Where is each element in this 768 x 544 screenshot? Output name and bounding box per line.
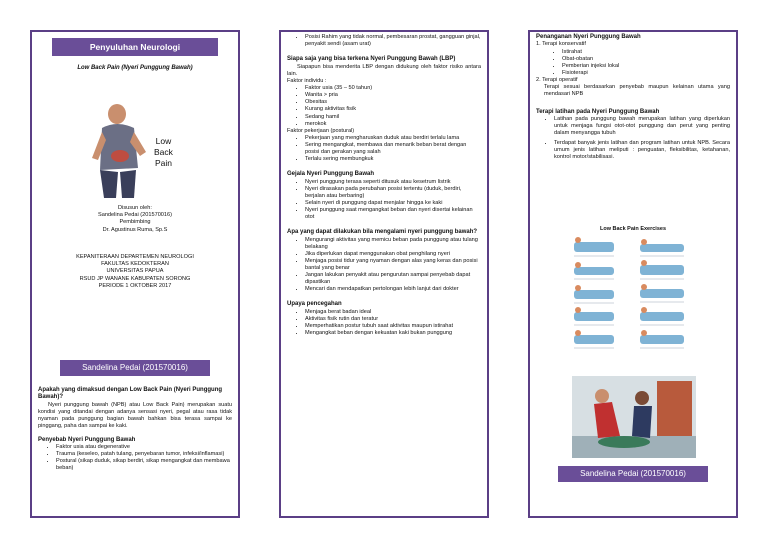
list-item: • Posisi Rahim yang tidak normal, pembesaran prostat, gangguan ginjal, penyakit sendi (asam urat) bbox=[305, 34, 481, 48]
name-band: Sandelina Pedai (201570016) bbox=[60, 360, 210, 376]
list-item: • Memperhatikan postur tubuh saat aktivitas maupun istirahat bbox=[305, 323, 481, 330]
individual-factor-list bbox=[287, 85, 481, 128]
list-item: • Aktivitas fisik rutin dan teratur bbox=[305, 316, 481, 323]
list-item: • Wanita > pria bbox=[305, 92, 481, 99]
author-block bbox=[32, 205, 238, 234]
author-line: Pembimbing bbox=[119, 219, 151, 226]
institution-line: FAKULTAS KEDOKTERAN bbox=[101, 261, 169, 268]
list-item: • Selain nyeri di punggung dapat menjalar hingga ke kaki bbox=[305, 200, 481, 207]
list-item: • Latihan pada punggung bawah merupakan latihan yang diperlukan untuk menjaga fungsi otot-otot punggung dan perut yang penting dalam menyangga tubuh bbox=[554, 116, 730, 137]
list-item: • Pekerjaan yang mengharuskan duduk atau berdiri terlalu lama bbox=[305, 135, 481, 142]
list-item: • Obat-obatan bbox=[562, 56, 730, 63]
treatment-heading: Penanganan Nyeri Punggung Bawah bbox=[536, 34, 641, 40]
list-item: • Obesitas bbox=[305, 99, 481, 106]
brochure-panel-right bbox=[528, 30, 738, 518]
list-item: • Pemberian injeksi lokal bbox=[562, 63, 730, 70]
list-item: • Terlalu sering membungkuk bbox=[305, 156, 481, 163]
list-item: • Faktor usia atau degenerative bbox=[56, 444, 232, 451]
brochure-panel-left bbox=[30, 30, 240, 518]
exercise-figures-image bbox=[566, 232, 700, 362]
operative-text: Terapi sesuai berdasarkan penyebab maupun kelainan utama yang mendasari NPB bbox=[544, 84, 730, 98]
institution-line: RSUD JP WANANE KABUPATEN SORONG bbox=[79, 275, 191, 282]
institution-line: PERIODE 1 OKTOBER 2017 bbox=[98, 282, 172, 289]
list-item: • Jangan lakukan penyakit atau pengurutan sampai penyebab dapat dipastikan bbox=[305, 272, 481, 286]
list-item: • Mengurangi aktivitas yang memicu beban pada punggung atau tulang belakang bbox=[305, 237, 481, 251]
list-item: • Sering mengangkat, membawa dan menarik beban berat dengan posisi dan gerakan yang salah bbox=[305, 142, 481, 156]
list-item: • Postural (sikap duduk, sikap berdiri, sikap mengangkat dan membawa beban) bbox=[56, 458, 232, 472]
risk-intro: Siapapun bisa menderita LBP dengan didukung oleh faktor risiko antara lain. bbox=[287, 63, 481, 77]
prevention-list bbox=[287, 309, 481, 337]
action-list bbox=[287, 237, 481, 294]
exercise-list bbox=[536, 116, 730, 162]
exercise-heading: Terapi latihan pada Nyeri Punggung Bawah bbox=[536, 108, 660, 115]
list-item: • merokok bbox=[305, 121, 481, 128]
list-item: • Fisioterapi bbox=[562, 70, 730, 77]
institution-block bbox=[32, 254, 238, 290]
definition-heading: Apakah yang dimaksud dengan Low Back Pain (Nyeri Punggung Bawah)? bbox=[38, 387, 223, 401]
prevention-heading: Upaya pencegahan bbox=[287, 301, 342, 308]
list-item: • Nyeri dirasakan pada perubahan posisi tertentu (duduk, berdiri, berjalan atau berbaring) bbox=[305, 186, 481, 200]
exercise-chart bbox=[566, 226, 700, 366]
symptom-heading: Gejala Nyeri Punggung Bawah bbox=[287, 171, 375, 178]
name-band: Sandelina Pedai (201570016) bbox=[558, 466, 708, 482]
conservative-list bbox=[536, 49, 730, 77]
cause-continued-list bbox=[287, 34, 481, 48]
list-item: • Menjaga berat badan ideal bbox=[305, 309, 481, 316]
list-item: • Mengangkat beban dengan kekuatan kaki bukan punggung bbox=[305, 330, 481, 337]
caption-word: Pain bbox=[154, 158, 172, 168]
list-item: • Menjaga posisi tidur yang nyaman dengan alas yang keras dan posisi bantal yang benar bbox=[305, 258, 481, 272]
author-line: Sandelina Pedai (201570016) bbox=[97, 212, 173, 219]
author-line: Disusun oleh: bbox=[118, 205, 152, 211]
list-item: • Sedang hamil bbox=[305, 114, 481, 121]
list-item: • Mencari dan mendapatkan pertolongan lebih lanjut dari dokter bbox=[305, 286, 481, 293]
list-item: • Trauma (keseleo, patah tulang, penyebaran tumor, infeksi/inflamasi) bbox=[56, 451, 232, 458]
institution-line: UNIVERSITAS PAPUA bbox=[106, 268, 164, 275]
caption-word: Back bbox=[154, 147, 173, 157]
therapy-photo bbox=[572, 376, 696, 458]
brochure-subtitle: Low Back Pain (Nyeri Punggung Bawah) bbox=[77, 65, 193, 71]
list-item: • Jika diperlukan dapat menggunakan obat penghilang nyeri bbox=[305, 251, 481, 258]
title-band: Penyuluhan Neurologi bbox=[52, 38, 218, 56]
back-pain-illustration bbox=[82, 98, 182, 198]
list-item: • Istirahat bbox=[562, 49, 730, 56]
work-factor-label: Faktor pekerjaan (postural) bbox=[287, 127, 355, 134]
cause-list bbox=[38, 444, 232, 472]
operative-label: 2. Terapi operatif bbox=[536, 76, 578, 83]
individual-factor-label: Faktor individu : bbox=[287, 78, 327, 84]
list-item: • Kurang aktivitas fisik bbox=[305, 106, 481, 113]
list-item: • Nyeri punggung terasa seperti ditusuk atau kesetrum listrik bbox=[305, 179, 481, 186]
definition-text: Nyeri punggung bawah (NPB) atau Low Back Pain) merupakan suatu kondisi yang ditandai dengan adanya sensasi nyeri, pegal atau rasa tidak nyaman pada punggung bagian bawah bahkan bisa terasa sampai ke pinggang, paha dan sampai ke kaki. bbox=[38, 401, 232, 430]
action-heading: Apa yang dapat dilakukan bila mengalami nyeri punggung bawah? bbox=[287, 229, 478, 236]
conservative-label: 1. Terapi konservatif bbox=[536, 41, 586, 48]
list-item: • Faktor usia (35 – 50 tahun) bbox=[305, 85, 481, 92]
brochure-panel-middle bbox=[279, 30, 489, 518]
cause-heading: Penyebab Nyeri Punggung Bawah bbox=[38, 436, 136, 443]
list-item: • Terdapat banyak jenis latihan dan program latihan untuk NPB. Secara umum jenis latihan meliputi : penguatan, fleksibilitas, ketahanan, kontrol motor/stabilisasi. bbox=[554, 140, 730, 161]
symptom-list bbox=[287, 179, 481, 222]
work-factor-list bbox=[287, 135, 481, 163]
caption-word: Low bbox=[155, 136, 172, 146]
list-item: • Nyeri punggung saat mengangkat beban dan nyeri disertai kelainan otot bbox=[305, 207, 481, 221]
therapist-patient-image bbox=[572, 376, 696, 458]
author-line: Dr. Agustinus Ruma, Sp.S bbox=[102, 226, 168, 233]
risk-heading: Siapa saja yang bisa terkena Nyeri Punggung Bawah (LBP) bbox=[287, 56, 456, 63]
exercise-chart-title: Low Back Pain Exercises bbox=[599, 226, 667, 232]
institution-line: KEPANITERAAN DEPARTEMEN NEUROLOGI bbox=[76, 254, 194, 260]
